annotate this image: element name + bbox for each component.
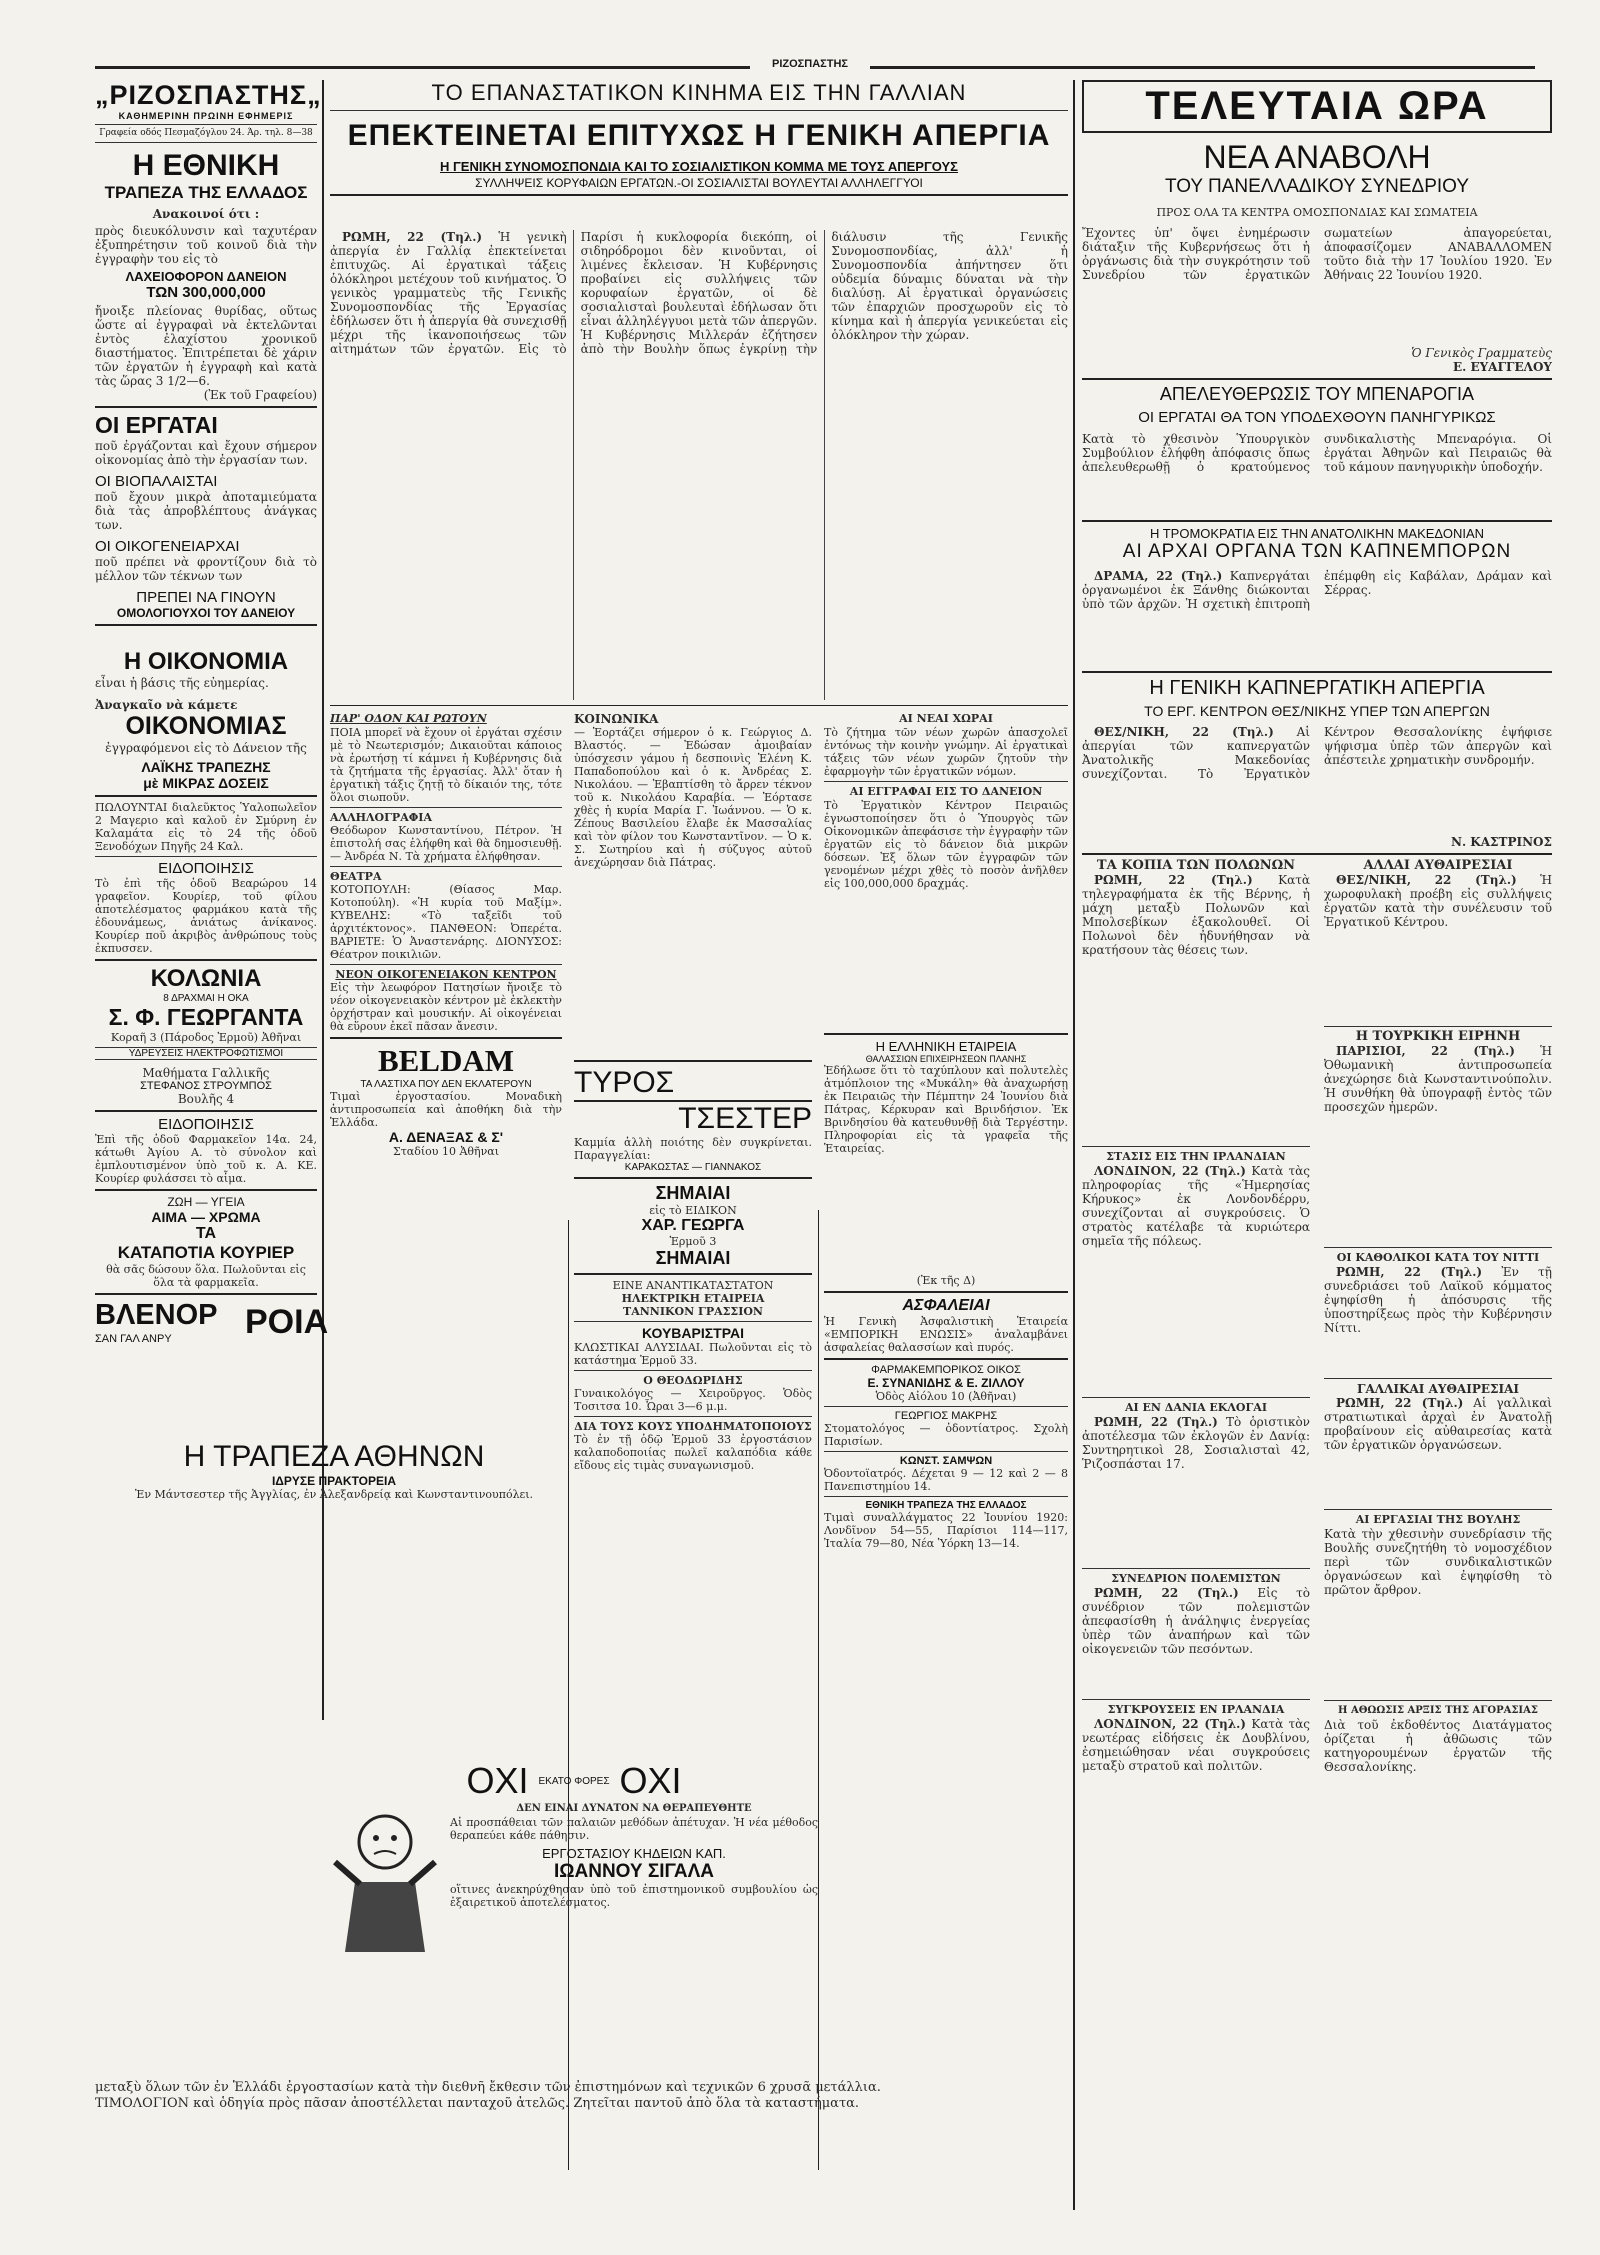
paper-address: Γραφεία οδός Πεσμαζόγλου 24. Άρ. τηλ. 8—38: [95, 124, 317, 143]
loan-label: ΛΑΧΕΙΟΦΟΡΟΝ ΔΑΝΕΙΟΝ: [125, 269, 287, 284]
notice-1-text: Τὸ ἐπὶ τῆς ὁδοῦ Βεαρώρου 14 γραφεῖον. Κουρίερ, τοῦ φίλου ἀποτελέσματος φαρμάκου κατὰ τῆς ἐδουνάμεως, ἀνιάτως ἀνίκανος. Κουρίερ ποῦ ἀκριβὸς ἀνθρώπους τοὺς ἐκπυσσεν.: [95, 877, 317, 955]
turkey-title: Η ΤΟΥΡΚΙΚΗ ΕΙΡΗΝΗ: [1355, 1029, 1521, 1044]
column-4: [824, 712, 1068, 2142]
athens-bank-subtitle: ΙΔΡΥΣΕ ΠΡΑΚΤΟΡΕΙΑ: [271, 1474, 397, 1488]
french-title: ΓΑΛΛΙΚΑΙ ΑΥΘΑΙΡΕΣΙΑΙ: [1356, 1382, 1520, 1396]
footer-text: [95, 2080, 1068, 2112]
notice-2-title: ΕΙΔΟΠΟΙΗΣΙΣ: [158, 1116, 254, 1133]
end-title: Η ΑΘΩΩΣΙΣ ΑΡΞΙΣ ΤΗΣ ΑΓΟΡΑΣΙΑΣ: [1338, 1705, 1538, 1716]
cologne-title: ΚΟΛΩΝΙΑ: [150, 965, 262, 992]
tsester-title: ΤΣΕΣΤΕΡ: [574, 1100, 812, 1136]
society-text: — Ἑορτάζει σήμερον ὁ κ. Γεώργιος Δ. Βλαστός. — Ἐδώσαν ἀμοιβαίαν ὑπόσχεσιν γάμου ἡ δεσποινὶς Ἑλένη Κ. Παπαδοπούλου καὶ ὁ κ. Ἀνδρέας Σ. Νικολάου. — Ἐβαπτίσθη τὸ ἄρρεν τέκνον τοῦ κ. Νικολάου Καραβία. — Ἑόρτασε χθὲς ἡ κυρία Μαρία Γ. Ἰωάννου. — Ὁ κ. Ζέπους Βασιλείου ἔλαβε ἐκ Μασσαλίας καὶ τὸν φίλον του Κωνσταντῖνον. — Ὁ κ. Σ. Σωτηρίου καὶ ἡ σύζυγος αὐτοῦ ἀνεχώρησαν διὰ Πάτρας.: [574, 726, 812, 869]
makris-name: ΓΕΩΡΓΙΟΣ ΜΑΚΡΗΣ: [894, 1410, 998, 1422]
popular-bank: ΛΑΪΚΗΣ ΤΡΑΠΕΖΗΣ: [141, 759, 271, 775]
column-rule-4: [818, 1210, 819, 2170]
tobacco-title: Η ΓΕΝΙΚΗ ΚΑΠΝΕΡΓΑΤΙΚΗ ΑΠΕΡΓΙΑ: [1149, 677, 1485, 699]
loan-news-text: Τὸ Ἐργατικὸν Κέντρον Πειραιῶς ἐγνωστοποίησεν ὅτι ὁ Ὑπουργὸς τῶν Οἰκονομικῶν ἀπεφάσισε τὴν ἐγγραφὴν τῶν ἐργατῶν εἰς τὸ δάνειον διὰ μικρῶν δόσεων. Ἐξ ὅλων τῶν ἐγγραφῶν τῶν γενομένων μέχρι χθὲς τὸ ποσὸν ἀνῆλθεν εἰς 100,000,000 δραχμάς.: [824, 799, 1068, 890]
ochi-middle: ΕΚΑΤΟ ΦΟΡΕΣ: [538, 1775, 610, 1787]
small-doses: μὲ ΜΙΚΡΑΣ ΔΟΣΕΙΣ: [143, 775, 269, 791]
loan-amount: ΤΩΝ 300,000,000: [146, 284, 266, 301]
poles-dateline: ΡΩΜΗ, 22 (Τηλ.): [1094, 873, 1253, 887]
bakers-text: Κατὰ τὸ χθεσινὸν Ὑπουργικὸν Συμβούλιον ἐλήφθη ἀπόφασις ὅπως ἀπελευθερωθῇ ὁ κρατούμενος συνδικαλιστὴς Μπεναρόγια. Οἱ ἐργάται Ἀθηνῶν καὶ Πειραιῶς θὰ τοῦ κάμουν πανηγυρικὴν ὑποδοχήν.: [1082, 432, 1552, 474]
pills-text: θὰ σᾶς δώσουν ὅλα. Πωλοῦνται εἰς ὅλα τὰ φαρμακεῖα.: [106, 1263, 306, 1289]
loan-news-title: ΑΙ ΕΓΓΡΑΦΑΙ ΕΙΣ ΤΟ ΔΑΝΕΙΟΝ: [849, 785, 1043, 798]
electric-works: ΥΔΡΕΥΣΕΙΣ ΗΛΕΚΤΡΟΦΩΤΙΣΜΟΙ: [95, 1047, 317, 1060]
denmark-text: Τὸ ὁριστικὸν ἀποτέλεσμα τῶν ἐκλογῶν ἐν Δανίᾳ: Συντηρητικοὶ 28, Σοσιαλισταὶ 42, Ῥιζοσπάσται 17.: [1082, 1415, 1310, 1471]
bank-source: (Ἐκ τοῦ Γραφείου): [203, 388, 317, 402]
ochi-subtitle: ΔΕΝ ΕΙΝΑΙ ΔΥΝΑΤΟΝ ΝΑ ΘΕΡΑΠΕΥΘΗΤΕ: [516, 1803, 752, 1814]
tobacco-signature: Ν. ΚΑΣΤΡΙΝΟΣ: [1450, 835, 1552, 849]
beldam-address: Σταδίου 10 Ἀθῆναι: [392, 1145, 500, 1158]
right-lower-right: [1324, 859, 1552, 1776]
blenor-subtitle: ΣΑΝ ΓΑΛ ΑΝΡΥ: [95, 1333, 172, 1345]
footer-line-2: ΤΙΜΟΛΟΓΙΟΝ καὶ ὁδηγία πρὸς πᾶσαν ἀποστέλλεται πανταχοῦ ἀτελῶς. Ζητεῖται παντοῦ ἀπὸ ὅλα τὰ καταστήματα.: [95, 2096, 860, 2111]
teacher-address: Βουλῆς 4: [177, 1092, 235, 1106]
doctor-name: Ο ΘΕΟΔΩΡΙΔΗΣ: [643, 1374, 743, 1387]
right-lower-columns: [1082, 859, 1552, 1776]
article-bottom-rule: [330, 705, 1068, 706]
column-2-lower: [330, 712, 562, 1492]
factory-name: ΙΩΑΝΝΟΥ ΣΙΓΑΛΑ: [553, 1861, 715, 1882]
workers-text: ποῦ ἐργάζονται καὶ ἔχουν σήμερον οἰκονομίας ἀπὸ τὴν ἐργασίαν των.: [95, 439, 317, 467]
denmark-title: ΑΙ ΕΝ ΔΑΝΙΑ ΕΚΛΟΓΑΙ: [1125, 1401, 1267, 1414]
athens-bank-text: Ἐν Μάντσεστερ τῆς Ἀγγλίας, ἐν Ἀλεξανδρείᾳ καὶ Κωνσταντινουπόλει.: [134, 1488, 534, 1501]
sign-text: ἐγγραφόμενοι εἰς τὸ Δάνειον τῆς: [105, 741, 307, 755]
theatre-text: ΚΟΤΟΠΟΥΛΗ: (Θίασος Μαρ. Κοτοπούλη). «Ἡ κυρία τοῦ Μαξίμ». ΚΥΒΕΛΗΣ: «Τὸ ταξεῖδι τοῦ ἀρχιτέκτονος». ΠΑΝΘΕΟΝ: Ὀπερέτα. ΒΑΡΙΕΤΕ: Ὁ Ἀναστενάρης. ΔΙΟΝΥΣΟΣ: Θέατρον ποικιλιῶν.: [330, 883, 562, 961]
beldam-text: Τιμαὶ ἐργοστασίου. Μοναδικὴ ἀντιπροσωπεία καὶ ἀποθήκη διὰ τὴν Ἑλλάδα.: [330, 1090, 562, 1129]
letters-text: Θεόδωρον Κωνσταντίνου, Πέτρον. Ἡ ἐπιστολή σας ἐλήφθη καὶ θὰ δημοσιευθῇ. — Ἀνδρέα Ν. Τὰ χρήματα ἐλήφθησαν.: [330, 824, 562, 863]
pharma-name: Ε. ΣΥΝΑΝΙΔΗΣ & Ε. ΖΙΛΛΟΥ: [867, 1376, 1025, 1390]
bank-text: πρὸς διευκόλυνσιν καὶ ταχυτέραν ἐξυπηρέτησιν τοῦ κοινοῦ διὰ τὴν ἐγγραφὴν του εἰς τὸ: [95, 224, 317, 266]
cinema-label: ΕΙΝΕ ΑΝΑΝΤΙΚΑΤΑΣΤΑΤΟΝ: [612, 1279, 774, 1292]
terror-article: [1082, 569, 1552, 667]
last-hour-title: ΤΕΛΕΥΤΑΙΑ ΩΡΑ: [1082, 80, 1552, 133]
new-lands-text: Τὸ ζήτημα τῶν νέων χωρῶν ἀπασχολεῖ ἐντόνως τὴν κοινὴν γνώμην. Αἱ ἐργατικαὶ τάξεις τῶν νέων χωρῶν ζητοῦν τὴν ἐφαρμογὴν τῶν ἐργατικῶν νόμων.: [824, 726, 1068, 778]
paper-subtitle: ΚΑΘΗΜΕΡΙΝΗ ΠΡΩΙΝΗ ΕΦΗΜΕΡΙΣ: [118, 111, 294, 121]
right-column: [1082, 80, 1552, 2180]
family-center-title: ΝΕΟΝ ΟΙΚΟΓΕΝΕΙΑΚΟΝ ΚΕΝΤΡΟΝ: [335, 968, 557, 981]
stores-title: ΔΙΑ ΤΟΥΣ ΚΟΥΣ ΥΠΟΔΗΜΑΤΟΠΟΙΟΥΣ: [574, 1420, 812, 1433]
paper-name: „ΡΙΖΟΣΠΑΣΤΗΣ„: [95, 80, 322, 110]
left-column: [95, 70, 329, 1630]
tyros-seller: ΚΑΡΑΚΩΣΤΑΣ — ΓΙΑΝΝΑΚΟΣ: [624, 1162, 762, 1173]
company-subtitle: ΘΑΛΑΣΣΙΩΝ ΕΠΙΧΕΙΡΗΣΕΩΝ ΠΛΑΝΗΣ: [865, 1054, 1027, 1064]
headline-sub: Η ΓΕΝΙΚΗ ΣΥΝΟΜΟΣΠΟΝΔΙΑ ΚΑΙ ΤΟ ΣΟΣΙΑΛΙΣΤΙΚΟΝ ΚΟΜΜΑ ΜΕ ΤΟΥΣ ΑΠΕΡΓΟΥΣ: [439, 159, 958, 174]
other-title: ΑΛΛΑΙ ΑΥΘΑΙΡΕΣΙΑΙ: [1363, 858, 1513, 873]
theatre-title: ΘΕΑΤΡΑ: [330, 870, 382, 883]
ireland-dateline: ΛΟΝΔΙΝΟΝ, 22 (Τηλ.): [1094, 1717, 1246, 1731]
blood-label: ΑΙΜΑ — ΧΡΩΜΑ: [151, 1209, 261, 1225]
samson-text: Ὀδοντοϊατρός. Δέχεται 9 — 12 καὶ 2 — 8 Πανεπιστημίου 14.: [824, 1467, 1068, 1493]
makris-text: Στοματολόγος — ὀδοντίατρος. Σχολὴ Παρισίων.: [824, 1422, 1068, 1448]
doctor-text: Γυναικολόγος — Χειροῦργος. Ὁδὸς Τοσιτσα 10. Ὧραι 3—6 μ.μ.: [574, 1387, 812, 1413]
teacher-label: Μαθήματα Γαλλικῆς: [142, 1066, 270, 1080]
ochi-text: Αἱ προσπάθειαι τῶν παλαιῶν μεθόδων ἀπέτυχαν. Ἡ νέα μέθοδος θεραπεύει κάθε πάθησιν.: [450, 1816, 818, 1842]
terror-subtitle: ΑΙ ΑΡΧΑΙ ΟΡΓΑΝΑ ΤΩΝ ΚΑΠΝΕΜΠΟΡΩΝ: [1122, 541, 1512, 562]
family-text: ποῦ πρέπει νὰ φροντίζουν διὰ τὸ μέλλον τῶν τέκνων των: [95, 555, 317, 583]
must-text: ΠΡΕΠΕΙ ΝΑ ΓΙΝΟΥΝ: [136, 589, 276, 606]
cotton-text: ΚΛΩΣΤΙΚΑΙ ΑΛΥΣΙΔΑΙ. Πωλοῦνται εἰς τὸ κατάστημα Ἑρμοῦ 33.: [574, 1341, 812, 1367]
sales-text: ΠΩΛΟΥΝΤΑΙ διαλεῦκτος Ὑαλοπωλεῖον 2 Μαγεριο καὶ καλοῦ ἐν Σμύρνη ἐν Καλαμάτα εἰς τὸ 24 τῆς ὁδοῦ Ξενοδόχων Πηγῆς 24 Καλ.: [95, 801, 317, 853]
pharma-title: ΦΑΡΜΑΚΕΜΠΟΡΙΚΟΣ ΟΙΚΟΣ: [871, 1364, 1021, 1376]
turkey-dateline: ΠΑΡΙΣΙΟΙ, 22 (Τηλ.): [1336, 1044, 1515, 1058]
bakers-subtitle: ΟΙ ΕΡΓΑΤΑΙ ΘΑ ΤΟΝ ΥΠΟΔΕΧΘΟΥΝ ΠΑΝΗΓΥΡΙΚΩΣ: [1138, 409, 1496, 426]
new-delay-title: ΝΕΑ ΑΝΑΒΟΛΗ: [1203, 139, 1431, 175]
insurance-title: ΑΣΦΑΛΕΙΑΙ: [902, 1297, 990, 1314]
flags-text: εἰς τὸ ΕΙΔΙΚΟΝ: [649, 1204, 737, 1217]
tobacco-dateline: ΘΕΣ/ΝΙΚΗ, 22 (Τηλ.): [1094, 725, 1274, 739]
samson-name: ΚΩΝΣΤ. ΣΑΜΨΩΝ: [899, 1455, 993, 1467]
company-text: Ἐδήλωσε ὅτι τὸ ταχύπλουν καὶ πολυτελὲς ἀτμόπλοιον της «Μυκάλη» θὰ ἀναχωρήσῃ ἐκ Πειραιῶς τὴν Πέμπτην 24 Ἰουνίου διὰ Πάτρας, Κέρκυραν καὶ Βρινδήσιον. Ἐκ Βρινδησίου θὰ κατευθυνθῇ διὰ Τεργέστην. Πληροφορίαι εἰς τὰ γραφεῖα τῆς Ἑταιρείας.: [824, 1064, 1068, 1155]
headline-sub-2: ΣΥΛΛΗΨΕΙΣ ΚΟΡΥΦΑΙΩΝ ΕΡΓΑΤΩΝ.-ΟΙ ΣΟΣΙΑΛΙΣΤΑΙ ΒΟΥΛΕΥΤΑΙ ΑΛΛΗΛΕΓΓΥΟΙ: [330, 176, 1068, 196]
roia-title: ΡΟΙΑ: [245, 1303, 329, 1341]
bank-text-2: ἤνοιξε πλείονας θυρίδας, οὕτως ὥστε αἱ ἐγγραφαὶ νὰ ἐκτελῶνται ἐντὸς ἐλαχίστου χρονικοῦ διαστήματος. Ἐπιτρέπεται δὲ χάριν τῶν ἐργατῶν ἡ ἐγγραφὴ καὶ κατὰ τὰς ὥρας 3 1/2—6.: [95, 304, 317, 388]
beldam-title: BELDAM: [377, 1043, 515, 1078]
craft-text: ποῦ ἔχουν μικρὰ ἀποταμιεύματα διὰ τὰς ἀπροβλέπτους ἀνάγκας των.: [95, 490, 317, 532]
catholic-text: Ἐν τῇ συνεδριάσει τοῦ Λαϊκοῦ κόμματος ἐψηφίσθη ἡ ἀπόσυρσις τῆς ὑποστηρίξεως πρὸς τὴν Κυβέρνησιν Νίττι.: [1324, 1265, 1552, 1335]
teacher-name: ΣΤΕΦΑΝΟΣ ΣΤΡΟΥΜΠΟΣ: [140, 1080, 272, 1092]
flags-title: ΣΗΜΑΙΑΙ: [655, 1183, 731, 1203]
ochi-right: ΟΧΙ: [619, 1760, 682, 1801]
tobacco-text: Αἱ ἀπεργίαι τῶν καπνεργατῶν Ἀνατολικῆς Μακεδονίας συνεχίζονται. Τὸ Ἐργατικὸν Κέντρον Θεσσαλονίκης ἐψήφισε ψήφισμα ὑπὲρ τῶν ἀπεργῶν καὶ ἀπέστειλε χρηματικὴν συνδρομήν.: [1082, 725, 1552, 781]
insurance-text: Ἡ Γενικὴ Ἀσφαλιστικὴ Ἑταιρεία «ΕΜΠΟΡΙΚΗ ΕΝΩΣΙΣ» ἀναλαμβάνει ἀσφαλείας θαλασσίων καὶ πυρός.: [824, 1315, 1068, 1354]
national-bank-title: ΕΘΝΙΚΗ ΤΡΑΠΕΖΑ ΤΗΣ ΕΛΛΑΔΟΣ: [865, 1500, 1027, 1511]
man-illustration: [330, 1802, 440, 1962]
letters-title: ΑΛΛΗΛΟΓΡΑΦΙΑ: [330, 811, 432, 824]
workers-title: ΟΙ ΕΡΓΑΤΑΙ: [95, 412, 218, 438]
strike-dateline: ΛΟΝΔΙΝΟΝ, 22 (Τηλ.): [1094, 1164, 1246, 1178]
family-title: ΟΙ ΟΙΚΟΓΕΝΕΙΑΡΧΑΙ: [95, 538, 240, 555]
learn-text: Ἀναγκαῖο νὰ κάμετε: [95, 698, 238, 712]
column-rule-2: [1073, 80, 1075, 2210]
tobacco-subtitle: ΤΟ ΕΡΓ. ΚΕΝΤΡΟΝ ΘΕΣ/ΝΙΚΗΣ ΥΠΕΡ ΤΩΝ ΑΠΕΡΓΩΝ: [1144, 703, 1490, 719]
strike-text: Κατὰ τὰς πληροφορίας τῆς «Ἡμερησίας Κήρυκος» ἐκ Λονδονδέρρυ, συνεχίζονται αἱ συγκρούσεις. Ὁ στρατὸς κατέλαβε τὰ κυριώτερα σημεῖα τῆς πόλεως.: [1082, 1164, 1310, 1248]
turkey-text: Ἡ Ὀθωμανικὴ ἀντιπροσωπεία ἀνεχώρησε διὰ Κωνσταντινούπολιν. Ἡ συνθήκη θὰ ὑπογραφῇ ἐντὸς τῶν προσεχῶν ἡμερῶν.: [1324, 1044, 1552, 1114]
georganta-address: Κοραῆ 3 (Πάροδος Ἐρμοῦ) Ἀθῆναι: [110, 1031, 302, 1044]
poles-title: ΤΑ ΚΟΠΙΑ ΤΩΝ ΠΟΛΩΝΩΝ: [1096, 858, 1296, 873]
company-source: (Ἐκ τῆς Δ): [916, 1274, 976, 1287]
cotton-title: ΚΟΥΒΑΡΙΣΤΡΑΙ: [641, 1325, 744, 1341]
beldam-subtitle: ΤΑ ΛΑΣΤΙΧΑ ΠΟΥ ΔΕΝ ΕΚΛΑΤΕΡΟΥΝ: [360, 1079, 532, 1090]
athens-bank-ad: [95, 1440, 573, 1501]
ireland-title: ΣΥΓΚΡΟΥΣΕΙΣ ΕΝ ΙΡΛΑΝΔΙΑ: [1107, 1703, 1285, 1716]
factory-text: οἵτινες ἀνεκηρύχθησαν ὑπὸ τοῦ ἐπιστημονικοῦ συμβουλίου ὡς ἐξαιρετικοῦ ἀποτελέσματος.: [450, 1883, 818, 1909]
economy-big: ΟΙΚΟΝΟΜΙΑΣ: [125, 712, 287, 740]
terror-text: Καπνεργάται ὀργανωμένοι ἐκ Ξάνθης διώκονται ὑπὸ τῶν ἀρχῶν. Ἡ σχετικὴ ἐπιτροπὴ ἐπέμφθη εἰς Καβάλαν, Δράμαν καὶ Σέρρας.: [1082, 569, 1552, 611]
war-dateline: ΡΩΜΗ, 22 (Τηλ.): [1094, 1586, 1239, 1600]
parliament-title: ΑΙ ΕΡΓΑΣΙΑΙ ΤΗΣ ΒΟΥΛΗΣ: [1355, 1513, 1521, 1526]
stores-text: Τὸ ἐν τῇ ὁδῷ Ἑρμοῦ 33 ἐργοστάσιον καλαποδοποιίας πωλεῖ καλαπόδια κάθε εἴδους εἰς τιμὰς συναγωνισμοῦ.: [574, 1433, 812, 1472]
right-lower-left: [1082, 859, 1310, 1776]
new-lands-title: ΑΙ ΝΕΑΙ ΧΩΡΑΙ: [899, 712, 993, 725]
factory-label: ΕΡΓΟΣΤΑΣΙΟΥ ΚΗΔΕΙΩΝ ΚΑΠ.: [542, 1846, 726, 1861]
pills-label: ΤΑ: [195, 1225, 217, 1242]
main-article-dateline: ΡΩΜΗ, 22 (Τηλ.): [342, 230, 483, 244]
ochi-ad: [330, 1760, 818, 2070]
health-label: ΖΩΗ — ΥΓΕΙΑ: [167, 1195, 245, 1209]
war-title: ΣΥΝΕΔΡΙΟΝ ΠΟΛΕΜΙΣΤΩΝ: [1111, 1572, 1281, 1585]
tannery-label: ΤΑΝΝΙΚΟΝ ΓΡΑΣΣΙΟΝ: [623, 1305, 763, 1318]
strike-title: ΣΤΑΣΙΣ ΕΙΣ ΤΗΝ ΙΡΛΑΝΔΙΑΝ: [1106, 1150, 1286, 1163]
terror-dateline: ΔΡΑΜΑ, 22 (Τηλ.): [1094, 569, 1223, 583]
pathways-text: ΠΟΙΑ μπορεῖ νὰ ἔχουν οἱ ἐργάται σχέσιν μὲ τὸ Νεωτερισμόν; Δικαιοῦται κάποιος νὰ ἐρωτήσῃ τί κάμνει ἡ Κυβέρνησις διὰ τὰ ζητήματα τῆς ἐργασίας. Ἀλλ' ὅταν ἡ ἐργατικὴ τάξις ζητῇ τὸ δίκαιόν της, τότε ὅλοι σιωποῦν.: [330, 726, 562, 804]
end-text: Διὰ τοῦ ἐκδοθέντος Διατάγματος ὁρίζεται ἡ ἀθῶωσις τῶν κατηγορουμένων ἐργατῶν τῆς Θεσσαλονίκης.: [1324, 1718, 1552, 1774]
congress-name: Ε. ΕΥΑΓΓΕΛΟΥ: [1452, 360, 1552, 374]
main-article: [330, 230, 1068, 700]
craft-title: ΟΙ ΒΙΟΠΑΛΑΙΣΤΑΙ: [95, 473, 218, 490]
main-headline-block: [330, 80, 1068, 196]
georganta-name: Σ. Φ. ΓΕΩΡΓΑΝΤΑ: [108, 1004, 304, 1030]
catholic-dateline: ΡΩΜΗ, 22 (Τηλ.): [1336, 1265, 1483, 1279]
congress-text: Ἔχοντες ὑπ' ὄψει ἐνημέρωσιν διάταξιν τῆς Κυβερνήσεως ὅτι ἡ ὀργάνωσις διὰ τὴν συγκρότησιν τοῦ Συνεδρίου τῶν ἐργατικῶν σωματείων ἀπαγορεύεται, ἀποφασίζομεν ΑΝΑΒΑΛΛΟΜΕΝ τοῦτο διὰ τὴν 17 Ἰουλίου 1920. Ἐν Ἀθήναις 22 Ἰουνίου 1920.: [1082, 226, 1552, 282]
ireland-text: Κατὰ τὰς νεωτέρας εἰδήσεις ἐκ Δουβλίνου, ἐσημειώθησαν νέαι συγκρούσεις μεταξὺ στρατοῦ καὶ πολιτῶν.: [1082, 1717, 1310, 1773]
notice-2-text: Ἐπὶ τῆς ὁδοῦ Φαρμακεῖον 14α. 24, κάτωθι Ἀγίου Α. τὸ σύνολον καὶ ἐμπλουτισμένον ὑπὸ τοῦ κ. Α. ΚΕ. Κουρίερ φυλάσσει τὸ αἷμα.: [95, 1133, 317, 1185]
blenor-title: ΒΛΕΝΟΡ: [95, 1299, 218, 1331]
flags-address: Ἑρμοῦ 3: [669, 1235, 717, 1248]
parliament-text: Κατὰ τὴν χθεσινὴν συνεδρίασιν τῆς Βουλῆς συνεζητήθη τὸ νομοσχέδιον περὶ τῶν συνδικαλιστικῶν ὀργανώσεων καὶ ἐψηφίσθη τὸ πρῶτον ἄρθρον.: [1324, 1527, 1552, 1597]
headline-top: ΤΟ ΕΠΑΝΑΣΤΑΤΙΚΟΝ ΚΙΝΗΜΑ ΕΙΣ ΤΗΝ ΓΑΛΛΙΑΝ: [330, 80, 1068, 111]
pharma-address: Ὁδὸς Αἰόλου 10 (Ἀθῆναι): [875, 1390, 1017, 1403]
other-text: Ἡ χωροφυλακὴ προέβη εἰς συλλήψεις ἐργατῶν κατὰ τὴν συνέλευσιν τοῦ Ἐργατικοῦ Κέντρου.: [1324, 873, 1552, 929]
to-all-label: ΠΡΟΣ ΟΛΑ ΤΑ ΚΕΝΤΡΑ ΟΜΟΣΠΟΝΔΙΑΣ ΚΑΙ ΣΩΜΑΤΕΙΑ: [1156, 206, 1478, 219]
catholic-title: ΟΙ ΚΑΘΟΛΙΚΟΙ ΚΑΤΑ ΤΟΥ ΝΙΤΤΙ: [1336, 1251, 1540, 1264]
economy-title: Η ΟΙΚΟΝΟΜΙΑ: [123, 648, 289, 675]
athens-bank-title: Η ΤΡΑΠΕΖΑ ΑΘΗΝΩΝ: [183, 1440, 485, 1473]
ochi-left: ΟΧΙ: [466, 1760, 529, 1801]
bakers-title: ΑΠΕΛΕΥΘΕΡΩΣΙΣ ΤΟΥ ΜΠΕΝΑΡΟΓΙΑ: [1159, 384, 1475, 404]
poles-text: Κατὰ τηλεγραφήματα ἐκ τῆς Βέρνης, ἡ μάχη μεταξὺ Πολωνῶν καὶ Μπολσεβίκων ἐξακολουθεῖ. Οἱ Πολωνοὶ δὲν ἠδυνήθησαν νὰ κρατήσουν τὰς θέσεις των.: [1082, 873, 1310, 957]
pills-name: ΚΑΤΑΠΟΤΙΑ ΚΟΥΡΙΕΡ: [117, 1243, 295, 1262]
family-center-text: Εἰς τὴν λεωφόρον Πατησίων ἤνοιξε τὸ νέον οἰκογενειακὸν κέντρον μὲ ἐκλεκτὴν ὀρχήστραν καὶ μουσικήν. Αἱ οἰκογένειαι θὰ εὕρουν ἐκεῖ πᾶσαν ἄνεσιν.: [330, 981, 562, 1033]
bank-announce: Ανακοινοί ότι :: [152, 207, 260, 221]
cologne-price: 8 ΔΡΑΧΜΑΙ Η ΟΚΑ: [163, 993, 249, 1004]
war-text: Εἰς τὸ συνέδριον τῶν πολεμιστῶν ἀπεφασίσθη ἡ ἀνάληψις ἐνεργείας ὑπὲρ τῶν ἀναπήρων καὶ τῶν οἰκογενειῶν τῶν πεσόντων.: [1082, 1586, 1310, 1656]
terror-title: Η ΤΡΟΜΟΚΡΑΤΙΑ ΕΙΣ ΤΗΝ ΑΝΑΤΟΛΙΚΗΝ ΜΑΚΕΔΟΝΙΑΝ: [1149, 526, 1485, 541]
denmark-dateline: ΡΩΜΗ, 22 (Τηλ.): [1094, 1415, 1218, 1429]
flags-title-2: ΣΗΜΑΙΑΙ: [655, 1248, 731, 1268]
holders-text: ΟΜΟΛΟΓΙΟΥΧΟΙ ΤΟΥ ΔΑΝΕΙΟΥ: [116, 606, 296, 620]
french-dateline: ΡΩΜΗ, 22 (Τηλ.): [1336, 1396, 1464, 1410]
tyros-title: ΤΥΡΟΣ: [574, 1066, 675, 1099]
beldam-rep: Α. ΔΕΝΑΞΑΣ & Σ': [388, 1129, 504, 1145]
tobacco-article: [1082, 725, 1552, 835]
tyros-text: Καμμία ἀλλὴ ποιότης δὲν συγκρίνεται. Παραγγελίαι:: [574, 1136, 812, 1162]
masthead-label: ΡΙΖΟΣΠΑΣΤΗΣ: [750, 58, 870, 70]
notice-1-title: ΕΙΔΟΠΟΙΗΣΙΣ: [158, 860, 254, 877]
national-bank-text: Τιμαὶ συναλλάγματος 22 Ἰουνίου 1920: Λονδῖνον 54—55, Παρίσιοι 114—117, Ἰταλία 79—80, Νέα Ὑόρκη 13—14.: [824, 1511, 1068, 1550]
flags-shop: ΧΑΡ. ΓΕΩΡΓΑ: [641, 1217, 745, 1234]
company-title: Η ΕΛΛΗΝΙΚΗ ΕΤΑΙΡΕΙΑ: [875, 1039, 1017, 1054]
french-text: Αἱ γαλλικαὶ στρατιωτικαὶ ἀρχαὶ ἐν Ἀνατολῇ προβαίνουν εἰς αὐθαιρεσίας κατὰ τῶν ἐργατικῶν ὀργανώσεων.: [1324, 1396, 1552, 1452]
headline-main: ΕΠΕΚΤΕΙΝΕΤΑΙ ΕΠΙΤΥΧΩΣ Η ΓΕΝΙΚΗ ΑΠΕΡΓΙΑ: [347, 119, 1051, 152]
footer-line-1: μεταξὺ ὅλων τῶν ἐν Ἑλλάδι ἐργοστασίων κατὰ τὴν διεθνῆ ἔκθεσιν τῶν ἐπιστημόνων καὶ τεχνικῶν 6 χρυσᾶ μετάλλια.: [95, 2080, 881, 2095]
society-title: ΚΟΙΝΩΝΙΚΑ: [574, 712, 659, 726]
economy-text: εἶναι ἡ βάσις τῆς εὐημερίας.: [95, 676, 269, 690]
electric-company: ΗΛΕΚΤΡΙΚΗ ΕΤΑΙΡΕΙΑ: [621, 1292, 765, 1305]
bank-title: Η ΕΘΝΙΚΗ: [132, 149, 280, 182]
congress-signature: Ὁ Γενικὸς Γραμματεὺς: [1411, 346, 1552, 360]
pathways-title: ΠΑΡ' ΟΔΟΝ ΚΑΙ ΡΩΤΟΥΝ: [330, 712, 487, 725]
other-dateline: ΘΕΣ/ΝΙΚΗ, 22 (Τηλ.): [1336, 873, 1517, 887]
congress-title: ΤΟΥ ΠΑΝΕΛΛΑΔΙΚΟΥ ΣΥΝΕΔΡΙΟΥ: [1164, 176, 1469, 197]
main-article-body: Ἡ γενικὴ ἀπεργία ἐν Γαλλίᾳ ἐπεκτείνεται ἐπιτυχῶς. Αἱ ἐργατικαὶ τάξεις ὁλόκληροι μετέχουν τοῦ κινήματος. Ὁ γενικὸς γραμματεὺς τῆς Γενικῆς Συνομοσπονδίας τῆς Ἐργασίας ἐδήλωσεν ὅτι ἡ ἀπεργία θὰ συνεχισθῇ μέχρι τῆς ἱκανοποιήσεως τῶν αἰτημάτων τῶν ἐργατῶν. Εἰς τὸ Παρίσι ἡ κυκλοφορία διεκόπη, οἱ σιδηρόδρομοι δὲν κινοῦνται, οἱ λιμένες ἔκλεισαν. Ἡ Κυβέρνησις προβαίνει εἰς συλλήψεις τῶν κορυφαίων ἐργατῶν, οἱ δὲ σοσιαλισταὶ βουλευταὶ ἐδήλωσαν ὅτι εἶναι ἀλληλέγγυοι μετὰ τῶν ἀπεργῶν. Ἡ Κυβέρνησις Μιλλεράν ἐζήτησεν ἀπὸ τὴν Βουλὴν ὅπως ἐγκρίνῃ τὴν διάλυσιν τῆς Γενικῆς Συνομοσπονδίας, ἀλλ' ἡ Συνομοσπονδία ἀπήντησεν ὅτι οὐδεμία δύναμις δύναται νὰ τὴν διαλύσῃ. Αἱ ἐργατικαὶ ὀργανώσεις τῶν ἐπαρχιῶν προσχωροῦν εἰς τὸ κίνημα καὶ ἡ ἀπεργία γενικεύεται εἰς ὁλόκληρον τὴν χώραν.: [330, 230, 1068, 356]
bank-subtitle: ΤΡΑΠΕΖΑ ΤΗΣ ΕΛΛΑΔΟΣ: [104, 183, 308, 202]
